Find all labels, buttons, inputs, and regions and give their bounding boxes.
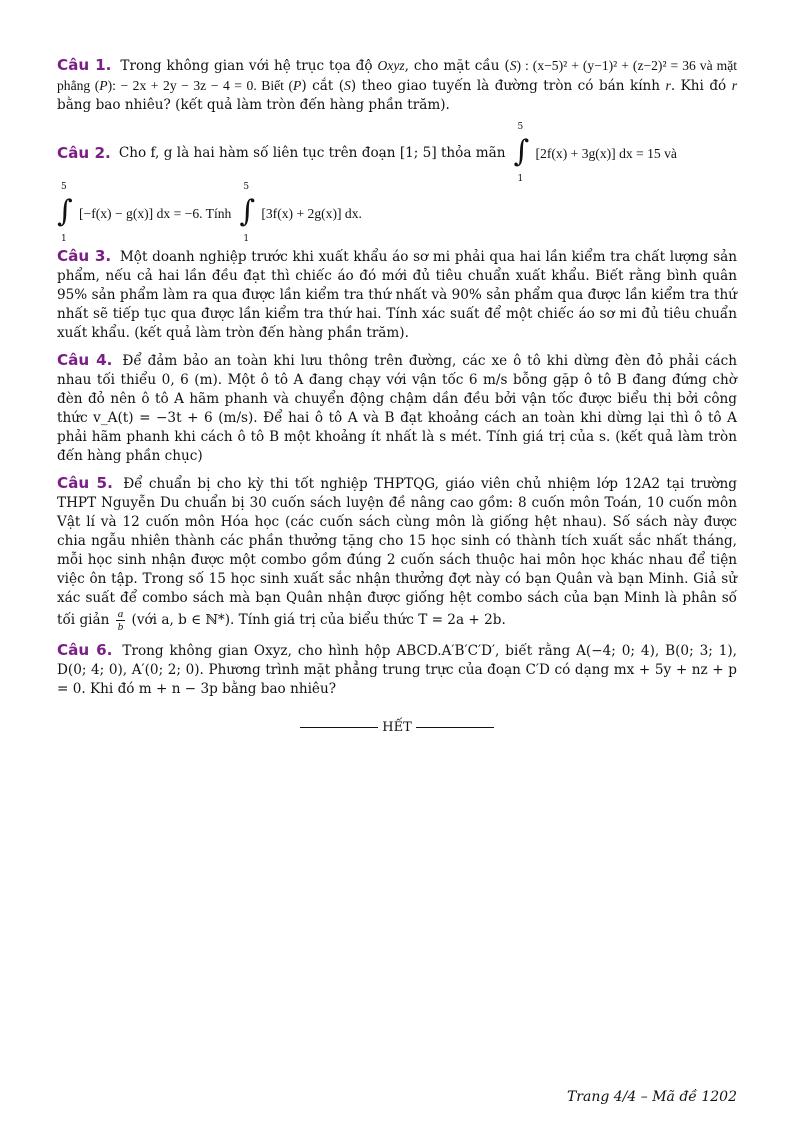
- question-6: [57, 641, 737, 699]
- integral-symbol: 5 ∫ 1: [239, 182, 255, 244]
- question-1: [57, 56, 737, 115]
- question-text: Cho f, g là hai hàm số liên tục trên đoạn [1; 5] thỏa mãn: [118, 144, 506, 161]
- question-4: [57, 351, 737, 466]
- question-text-continued: (với a, b ∈ ℕ*). Tính giá trị của biểu thức T = 2a + 2b.: [131, 612, 506, 628]
- question-5: [57, 474, 737, 633]
- question-2-line-2: [57, 183, 737, 243]
- page-footer: Trang 4/4 – Mã đề 1202: [566, 1089, 737, 1105]
- end-marker: [300, 720, 494, 735]
- question-label: Câu 2.: [57, 143, 111, 162]
- question-2: [57, 123, 737, 243]
- integral-symbol: 5 ∫ 1: [57, 182, 73, 244]
- question-3: [57, 247, 737, 343]
- end-rule-right: [416, 727, 494, 728]
- end-rule-left: [300, 727, 378, 728]
- question-label: Câu 6.: [57, 641, 113, 659]
- question-2-line-1: [57, 123, 737, 183]
- end-marker-text: HẾT: [382, 720, 412, 735]
- fraction: $\frac{a}{b}$: [117, 608, 124, 633]
- question-label: Câu 5.: [57, 474, 113, 492]
- integral-expression: [2f(x) + 3g(x)] dx = 15 và: [535, 145, 677, 161]
- integral-symbol: 5 ∫ 1: [513, 122, 530, 184]
- exam-page: [57, 56, 737, 707]
- question-label: Câu 4.: [57, 351, 113, 369]
- question-text: Để chuẩn bị cho kỳ thi tốt nghiệp THPTQG, giáo viên chủ nhiệm lớp 12A2 tại trường THPT Nguyễn Du chuẩn bị 30 cuốn sách luyện đề nâng cao gồm: 8 cuốn môn Toán, 10 cuốn môn Vật lí và 12 cuốn môn Hóa học (các cuốn sách cùng môn là giống hệt nhau). Số sách này được chia ngẫu nhiên thành các phần thưởng tặng cho 15 học sinh có thành tích xuất sắc nhất tháng, mỗi học sinh nhận được một combo gồm đúng 2 cuốn sách thuộc hai môn học khác nhau để tiện việc ôn tập. Trong số 15 học sinh xuất sắc nhận thưởng đợt này có bạn Quân và bạn Minh. Giả sử xác suất để combo sách mà bạn Quân nhận được giống hệt combo sách của bạn Minh là phân số tối giản: [57, 476, 737, 628]
- integral-expression: [−f(x) − g(x)] dx = −6. Tính: [79, 205, 232, 221]
- question-label: Câu 1.: [57, 56, 112, 74]
- integral-expression: [3f(x) + 2g(x)] dx.: [261, 205, 362, 221]
- question-text: Một doanh nghiệp trước khi xuất khẩu áo sơ mi phải qua hai lần kiểm tra chất lượng sản phẩm, nếu cả hai lần đều đạt thì chiếc áo đó mới đủ tiêu chuẩn xuất khẩu. Biết rằng bình quân 95% sản phẩm làm ra qua được lần kiểm tra thứ nhất và 90% sản phẩm qua được lần kiểm tra thứ nhất sẽ tiếp tục qua được lần kiểm tra thứ hai. Tính xác suất để một chiếc áo sơ mi đủ tiêu chuẩn xuất khẩu. (kết quả làm tròn đến hàng phần trăm).: [57, 249, 737, 341]
- question-text: Trong không gian Oxyz, cho hình hộp ABCD.A′B′C′D′, biết rằng A(−4; 0; 4), B(0; 3; 1), D(0; 4; 0), A′(0; 2; 0). Phương trình mặt phẳng trung trực của đoạn C′D có dạng mx + 5y + nz + p = 0. Khi đó m + n − 3p bằng bao nhiêu?: [57, 643, 738, 697]
- question-text: Trong không gian với hệ trục tọa độ Oxyz, cho mặt cầu (S) : (x−5)² + (y−1)² + (z−2)² = 36 và mặt phẳng (P): − 2x + 2y − 3z − 4 = 0. Biết (P) cắt (S) theo giao tuyến là đường tròn có bán kính r. Khi đó r bằng bao nhiêu? (kết quả làm tròn đến hàng phần trăm).: [57, 58, 738, 113]
- question-label: Câu 3.: [57, 247, 112, 265]
- question-text: Để đảm bảo an toàn khi lưu thông trên đường, các xe ô tô khi dừng đèn đỏ phải cách nhau tối thiểu 0, 6 (m). Một ô tô A đang chạy với vận tốc 6 m/s bỗng gặp ô tô B đang đứng chờ đèn đỏ nên ô tô A hãm phanh và chuyển động chậm dần đều bởi vận tốc được biểu thị bởi công thức v_A(t) = −3t + 6 (m/s). Để hai ô tô A và B đạt khoảng cách an toàn khi dừng lại thì ô tô A phải hãm phanh khi cách ô tô B một khoảng ít nhất là s mét. Tính giá trị của s. (kết quả làm tròn đến hàng phần chục): [57, 353, 737, 464]
